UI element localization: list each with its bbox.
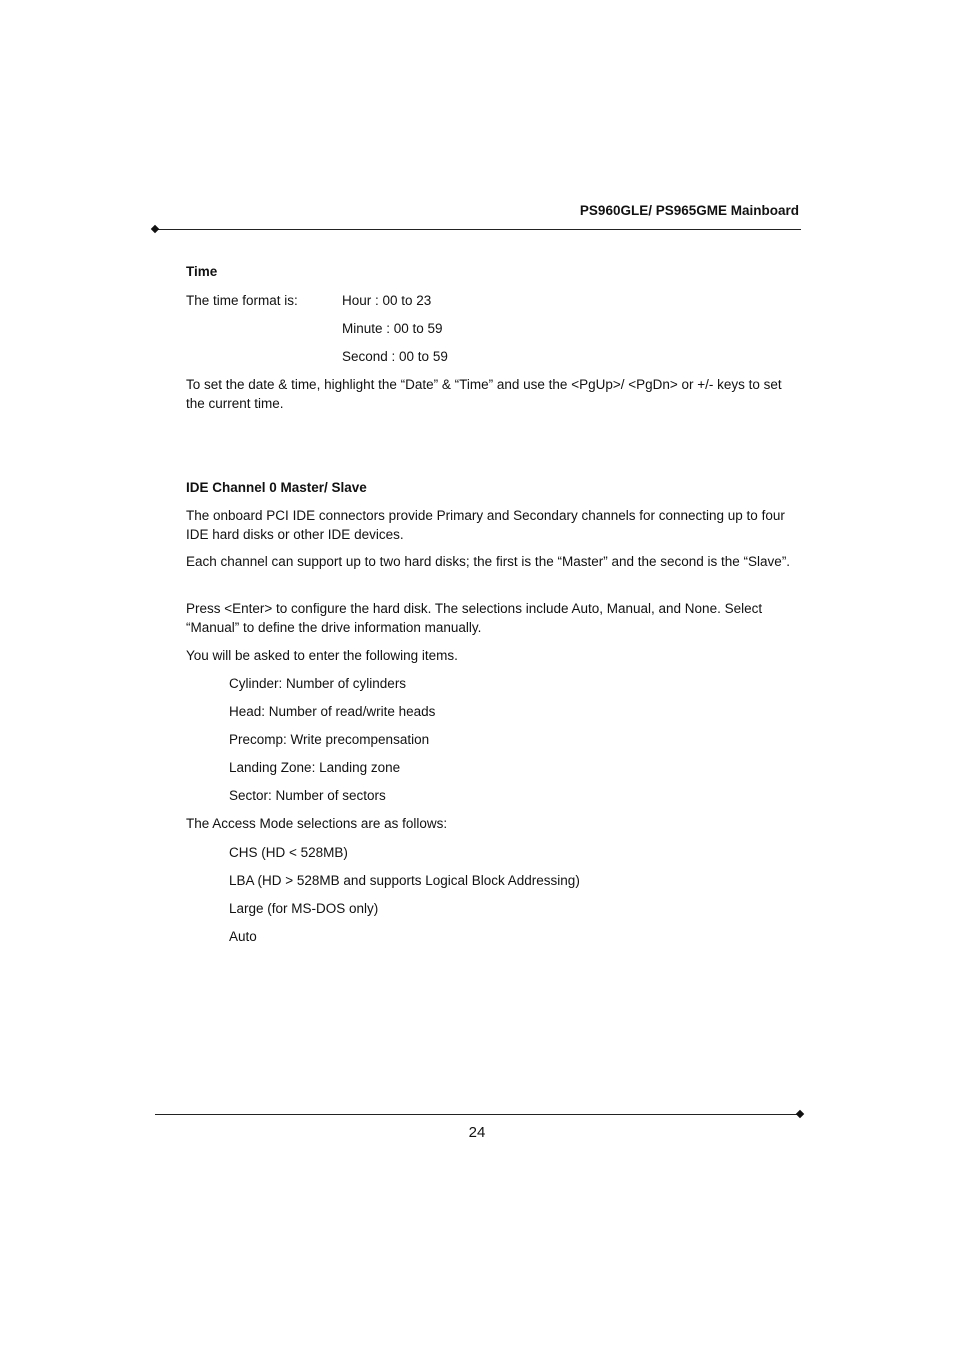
list-item: Landing Zone: Landing zone [229, 760, 401, 775]
access-mode-item: Large (for MS-DOS only) [229, 901, 379, 916]
access-mode-item: Auto [229, 929, 257, 944]
time-format-label: The time format is: [186, 293, 298, 308]
list-item: Precomp: Write precompensation [229, 732, 430, 747]
page-number: 24 [468, 1124, 486, 1141]
header-diamond-icon [151, 225, 159, 233]
header-title: PS960GLE/ PS965GME Mainboard [579, 203, 799, 218]
time-heading: Time [186, 264, 218, 279]
header-rule [155, 229, 801, 230]
access-mode-intro: The Access Mode selections are as follows: [186, 816, 448, 831]
access-mode-item: CHS (HD < 528MB) [229, 845, 348, 860]
ide-paragraph-1: The onboard PCI IDE connectors provide Primary and Secondary channels for connecting up to four IDE hard disks or other IDE devices. [186, 508, 785, 542]
access-mode-item: LBA (HD > 528MB and supports Logical Block Addressing) [229, 873, 580, 888]
ide-paragraph-4: You will be asked to enter the following items. [186, 648, 458, 663]
ide-paragraph-3: Press <Enter> to configure the hard disk. The selections include Auto, Manual, and None. Select “Manual” to define the drive information manually. [186, 601, 763, 635]
footer-rule [155, 1114, 801, 1115]
list-item: Head: Number of read/write heads [229, 704, 436, 719]
list-item: Cylinder: Number of cylinders [229, 676, 407, 691]
time-format-hour: Hour : 00 to 23 [342, 293, 432, 308]
time-instruction: To set the date & time, highlight the “Date” & “Time” and use the <PgUp>/ <PgDn> or +/- keys to set the current time. [186, 377, 782, 411]
list-item: Sector: Number of sectors [229, 788, 386, 803]
footer-diamond-icon [796, 1110, 804, 1118]
ide-paragraph-2: Each channel can support up to two hard disks; the first is the “Master” and the second is the “Slave”. [186, 554, 791, 569]
ide-heading: IDE Channel 0 Master/ Slave [186, 480, 367, 495]
time-format-second: Second : 00 to 59 [342, 349, 448, 364]
time-format-minute: Minute : 00 to 59 [342, 321, 443, 336]
